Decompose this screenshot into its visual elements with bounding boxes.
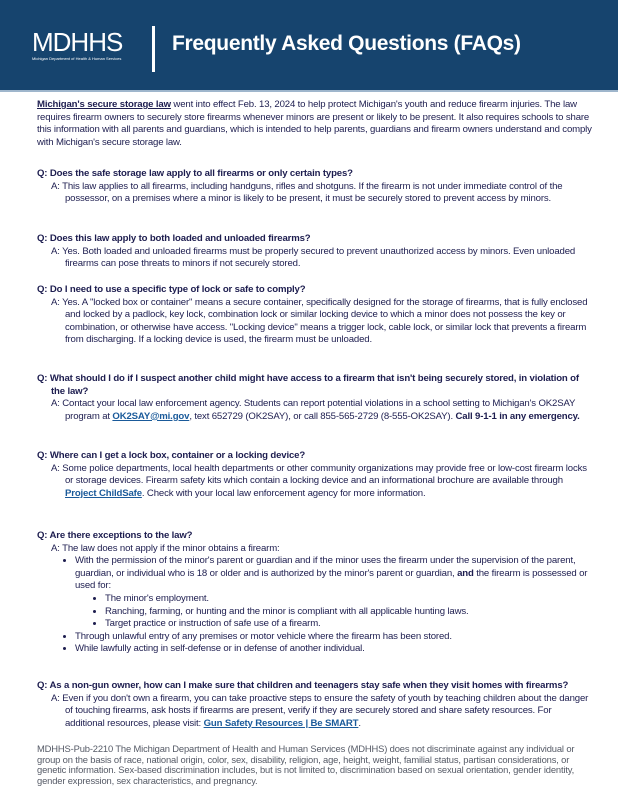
list-item: • With the permission of the minor's parent or guardian and if the minor uses the firearm under the supervision of the parent, guardian, or individual who is 18 or older and is authorized by the minor's parent or guardian, and the firearm is possessed or used for: • The minor's employment. • Ranching, farming, or hunting and the minor is compliant with all applicable hunting laws. • Target practice or instruction of safe use of a firearm. [75, 555, 592, 631]
header-banner [0, 0, 618, 92]
faq-answer: A: Even if you don't own a firearm, you can take proactive steps to ensure the safety of youth by teaching children about the danger of touching firearms, ask hosts if firearms are present, verify if they are securely stored and share safety resources. For additional resources, please visit: Gun Safety Resources | Be SMART. [51, 692, 589, 729]
mdhhs-logo: MDHHS Michigan Department of Health & Human Services [32, 27, 123, 61]
list-item: • Target practice or instruction of safe use of a firearm. [105, 618, 592, 631]
faq-answer: A: Yes. A "locked box or container" means a secure container, specifically designed for the storage of firearms, that is fully enclosed and locked by a padlock, key lock, combination lock or similar locking device to which a minor does not possess the key or combination, or otherwise have access. "Locking device" means a trigger lock, cable lock, or similar lock that prevents a firearm from discharging. If a locking device is used, the firearm must be unloaded. [51, 296, 588, 346]
faq-question: Q: Where can I get a lock box, container or a locking device? [37, 450, 306, 461]
faq-question: Q: Does this law apply to both loaded and unloaded firearms? [37, 233, 311, 244]
faq-item [37, 450, 592, 500]
faq-item [37, 284, 592, 347]
faq-question: Q: What should I do if I suspect another child might have access to a firearm that isn't being securely stored, in violation of the law? [37, 373, 579, 397]
nondiscrimination-footer: MDHHS-Pub-2210 The Michigan Department of Health and Human Services (MDHHS) does not discriminate against any individual or group on the basis of race, national origin, color, sex, disability, religion, age, height, weight, familial status, partisan considerations, or genetic information. Sex-based discrimination includes, but is not limited to, discrimination based on sexual orientation, gender identity, gender expression, sex characteristics, and pregnancy. [37, 743, 575, 786]
page-title: Frequently Asked Questions (FAQs) [172, 32, 521, 55]
ok2say-email-link[interactable]: OK2SAY@mi.gov [112, 410, 190, 422]
faq-question: Q: As a non-gun owner, how can I make sure that children and teenagers stay safe when they visit homes with firearms? [37, 680, 569, 691]
header-divider [152, 26, 155, 72]
faq-answer: A: Yes. Both loaded and unloaded firearms must be properly secured to prevent unauthorized access by minors. Even unloaded firearms can pose threats to minors if not securely stored. [51, 245, 576, 270]
faq-question: Q: Do I need to use a specific type of lock or safe to comply? [37, 284, 306, 295]
faq-answer: A: The law does not apply if the minor obtains a firearm: [51, 542, 280, 554]
faq-item [37, 233, 592, 271]
faq-item [37, 373, 592, 423]
project-childsafe-link[interactable]: Project ChildSafe [65, 487, 142, 499]
faq-item [37, 168, 592, 206]
faq-question: Q: Are there exceptions to the law? [37, 530, 193, 541]
faq-answer: A: Contact your local law enforcement agency. Students can report potential violations in a school setting to Michigan's OK2SAY program at OK2SAY@mi.gov, text 652729 (OK2SAY), or call 855-565-2729 (8-555-OK2SAY). Call 9-1-1 in any emergency. [51, 398, 580, 422]
intro-paragraph: Michigan's secure storage law went into effect Feb. 13, 2024 to help protect Michigan's youth and reduce firearm injuries. The law requires firearm owners to securely store firearms whenever minors are present or likely to be present. It also requires schools to share this information with all parents and guardians, which is intended to help parents, guardians and firearm owners understand and comply with Michigan's secure storage law. [37, 99, 592, 148]
list-item: • Ranching, farming, or hunting and the minor is compliant with all applicable hunting laws. [105, 606, 592, 619]
list-item: • While lawfully acting in self-defense or in defense of another individual. [75, 643, 592, 656]
secure-storage-law-link[interactable]: Michigan's secure storage law [37, 99, 171, 110]
faq-answer: A: This law applies to all firearms, including handguns, rifles and shotguns. If the firearm is not under immediate control of the possessor, on a premises where a minor is likely to be present, it must be securely stored to prevent access by minors. [51, 180, 563, 205]
faq-item [37, 680, 592, 730]
gun-safety-resources-link[interactable]: Gun Safety Resources | Be SMART [203, 717, 359, 729]
list-item: • Through unlawful entry of any premises or motor vehicle where the firearm has been stored. [75, 631, 592, 644]
list-item: • The minor's employment. [105, 593, 592, 606]
faq-item [37, 530, 592, 656]
faq-answer: A: Some police departments, local health departments or other community organizations may provide free or low-cost firearm locks or storage devices. Firearm safety kits which contain a locking device and an informational brochure are available through Project ChildSafe. Check with your local law enforcement agency for more information. [51, 462, 587, 499]
faq-question: Q: Does the safe storage law apply to all firearms or only certain types? [37, 168, 353, 179]
exceptions-list [37, 555, 592, 656]
